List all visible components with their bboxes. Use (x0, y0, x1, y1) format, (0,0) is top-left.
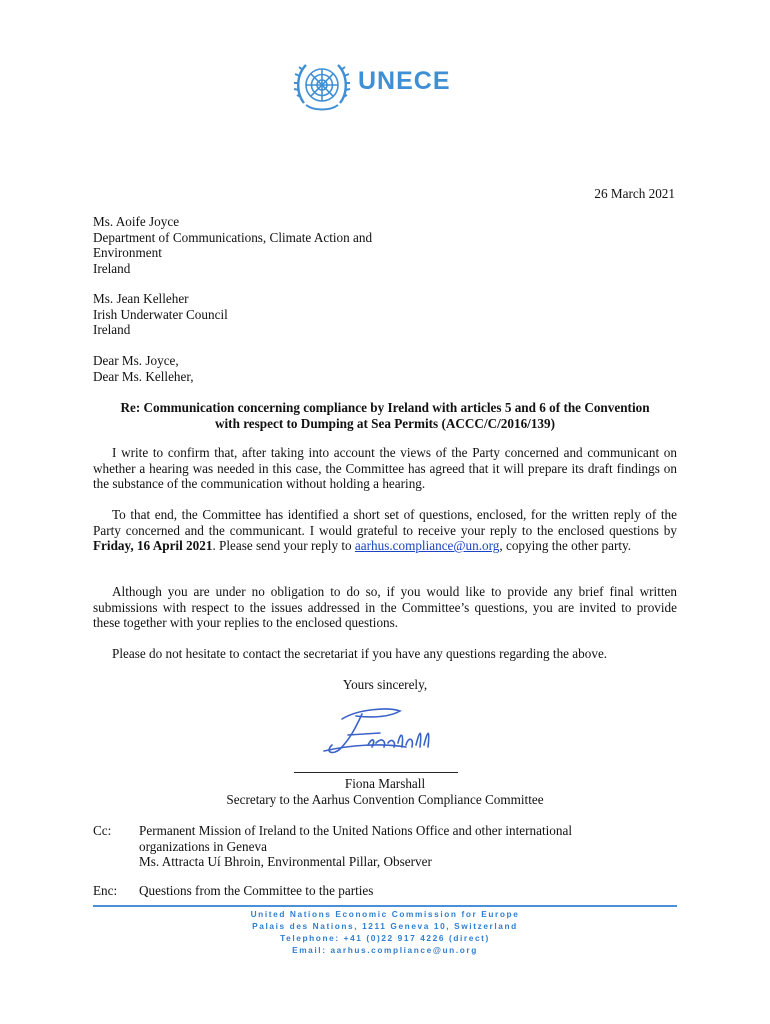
signatory-title: Secretary to the Aarhus Convention Compliance Committee (226, 792, 544, 807)
footer (0, 908, 770, 956)
cc-line: Permanent Mission of Ireland to the United Nations Office and other international (139, 823, 572, 838)
body-paragraph-1: I write to confirm that, after taking into account the views of the Party concerned and communicant on whether a hearing was needed in this case, the Committee has agreed that it will prepare its draft findings on the substance of the communication without holding a hearing. (93, 445, 677, 491)
recipient-block-1 (93, 214, 372, 276)
footer-address: Palais des Nations, 1211 Geneva 10, Switzerland (252, 921, 518, 931)
enc-label: Enc: (93, 883, 118, 898)
footer-org: United Nations Economic Commission for Europe (250, 909, 520, 919)
recipient-line: Environment (93, 245, 162, 260)
letter-date: 26 March 2021 (594, 186, 675, 201)
paragraph-text: . Please send your reply to (212, 538, 355, 553)
handwritten-signature (310, 703, 450, 763)
reply-deadline: Friday, 16 April 2021 (93, 538, 213, 553)
footer-telephone: Telephone: +41 (0)22 917 4226 (direct) (280, 933, 490, 943)
body-paragraph-3: Although you are under no obligation to do so, if you would like to provide any brief final written submissions with respect to the issues addressed in the Committee’s questions, you are invited to provide these together with your replies to the enclosed questions. (93, 584, 677, 630)
salutation-line: Dear Ms. Kelleher, (93, 368, 194, 384)
recipient-line: Ms. Jean Kelleher (93, 291, 189, 306)
enc-text: Questions from the Committee to the parties (139, 883, 374, 898)
subject-line: Re: Communication concerning compliance by Ireland with articles 5 and 6 of the Convention (120, 400, 650, 415)
cc-list (139, 823, 572, 870)
footer-rule (93, 905, 677, 907)
salutation-line: Dear Ms. Joyce, (93, 353, 179, 368)
recipient-block-2 (93, 291, 228, 338)
signature-line (294, 772, 458, 773)
body-paragraph-4: Please do not hesitate to contact the secretariat if you have any questions regarding the above. (112, 646, 608, 661)
paragraph-text: To that end, the Committee has identified a short set of questions, enclosed, for the written reply of the Party concerned and the communicant. I would grateful to receive your reply to the enclosed questions by (93, 507, 677, 538)
signatory-name: Fiona Marshall (344, 776, 426, 791)
salutation (93, 353, 194, 384)
email-link[interactable]: aarhus.compliance@un.org (354, 538, 500, 553)
cc-label: Cc: (93, 823, 112, 838)
recipient-line: Ireland (93, 260, 131, 276)
cc-line: Ms. Attracta Uí Bhroin, Environmental Pillar, Observer (139, 854, 432, 869)
unece-logo (290, 53, 490, 117)
recipient-line: Irish Underwater Council (93, 306, 228, 322)
un-emblem-icon (290, 53, 354, 117)
paragraph-text: , copying the other party. (499, 538, 632, 553)
body-paragraph-2 (93, 507, 677, 554)
cc-line: organizations in Geneva (139, 838, 267, 854)
unece-logo-text: UNECE (358, 67, 451, 95)
subject-line: with respect to Dumping at Sea Permits (ACCC/C/2016/139) (214, 415, 556, 431)
recipient-line: Ms. Aoife Joyce (93, 214, 180, 229)
footer-email: Email: aarhus.compliance@un.org (292, 945, 478, 955)
recipient-line: Department of Communications, Climate Action and (93, 229, 373, 245)
subject-heading (93, 400, 677, 431)
recipient-line: Ireland (93, 322, 131, 337)
closing: Yours sincerely, (342, 677, 428, 692)
